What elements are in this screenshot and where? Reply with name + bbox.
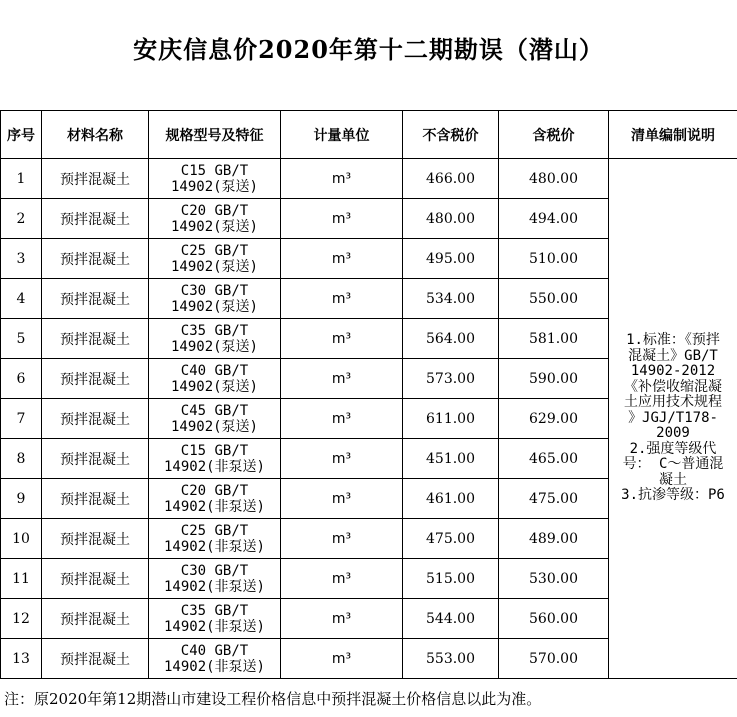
row-price-inc-tax: 550.00 [499, 279, 609, 319]
row-spec-standard: 14902(泵送) [170, 258, 258, 275]
row-spec-grade: C35 GB/T [180, 602, 249, 619]
row-index: 13 [1, 639, 42, 679]
row-material-name: 预拌混凝土 [42, 159, 149, 199]
row-index: 4 [1, 279, 42, 319]
row-material-name: 预拌混凝土 [42, 559, 149, 599]
header-price-inc-tax: 含税价 [499, 111, 609, 159]
row-material-name: 预拌混凝土 [42, 399, 149, 439]
row-unit: m³ [281, 319, 403, 359]
row-spec [149, 439, 281, 479]
row-price-inc-tax: 581.00 [499, 319, 609, 359]
note-line: 土应用技术规程 [624, 394, 722, 411]
row-material-name: 预拌混凝土 [42, 239, 149, 279]
table-header-row [1, 111, 737, 159]
row-unit: m³ [281, 519, 403, 559]
row-spec-standard: 14902(非泵送) [163, 538, 265, 555]
row-unit: m³ [281, 359, 403, 399]
price-table [0, 110, 737, 679]
row-material-name: 预拌混凝土 [42, 199, 149, 239]
row-price-inc-tax: 480.00 [499, 159, 609, 199]
row-spec-grade: C40 GB/T [180, 642, 249, 659]
row-index: 2 [1, 199, 42, 239]
row-spec-grade: C30 GB/T [180, 282, 249, 299]
row-unit: m³ [281, 639, 403, 679]
row-price-inc-tax: 510.00 [499, 239, 609, 279]
row-spec [149, 199, 281, 239]
row-index: 9 [1, 479, 42, 519]
row-unit: m³ [281, 439, 403, 479]
row-spec-grade: C20 GB/T [180, 482, 249, 499]
row-price-inc-tax: 475.00 [499, 479, 609, 519]
notes-cell [609, 159, 737, 679]
row-spec-grade: C20 GB/T [180, 202, 249, 219]
note-line: 2009 [656, 425, 690, 442]
row-price-inc-tax: 494.00 [499, 199, 609, 239]
row-spec-grade: C25 GB/T [180, 522, 249, 539]
footnote: 注：原2020年第12期潜山市建设工程价格信息中预拌混凝土价格信息以此为准。 [4, 690, 542, 708]
row-price-ex-tax: 480.00 [403, 199, 499, 239]
note-line: 2.强度等级代 [629, 440, 717, 457]
row-spec-standard: 14902(泵送) [170, 298, 258, 315]
row-spec [149, 519, 281, 559]
row-spec-grade: C15 GB/T [180, 162, 249, 179]
row-spec-standard: 14902(非泵送) [163, 618, 265, 635]
row-price-ex-tax: 461.00 [403, 479, 499, 519]
note-line: 3.抗渗等级：P6 [621, 487, 725, 504]
row-spec-standard: 14902(泵送) [170, 178, 258, 195]
note-line: 1.标准：《预拌 [626, 332, 720, 349]
row-price-ex-tax: 573.00 [403, 359, 499, 399]
row-spec-standard: 14902(泵送) [170, 218, 258, 235]
row-spec-standard: 14902(泵送) [170, 418, 258, 435]
row-index: 6 [1, 359, 42, 399]
row-material-name: 预拌混凝土 [42, 279, 149, 319]
page-title: 安庆信息价2020年第十二期勘误（潜山） [133, 35, 604, 64]
row-spec [149, 279, 281, 319]
row-index: 8 [1, 439, 42, 479]
note-line: 14902-2012 [630, 363, 716, 380]
row-unit: m³ [281, 559, 403, 599]
row-unit: m³ [281, 239, 403, 279]
row-material-name: 预拌混凝土 [42, 439, 149, 479]
header-material-name: 材料名称 [42, 111, 149, 159]
row-price-ex-tax: 495.00 [403, 239, 499, 279]
row-spec-standard: 14902(非泵送) [163, 458, 265, 475]
row-price-inc-tax: 560.00 [499, 599, 609, 639]
row-price-ex-tax: 544.00 [403, 599, 499, 639]
row-material-name: 预拌混凝土 [42, 479, 149, 519]
row-spec-grade: C35 GB/T [180, 322, 249, 339]
note-line: 》JGJ/T178- [628, 409, 718, 426]
row-spec [149, 319, 281, 359]
note-line: 《补偿收缩混凝 [624, 378, 722, 395]
row-material-name: 预拌混凝土 [42, 639, 149, 679]
row-unit: m³ [281, 199, 403, 239]
row-index: 7 [1, 399, 42, 439]
row-index: 12 [1, 599, 42, 639]
row-material-name: 预拌混凝土 [42, 519, 149, 559]
row-index: 3 [1, 239, 42, 279]
row-spec-standard: 14902(非泵送) [163, 578, 265, 595]
row-spec [149, 599, 281, 639]
row-index: 5 [1, 319, 42, 359]
row-spec [149, 239, 281, 279]
row-unit: m³ [281, 279, 403, 319]
row-material-name: 预拌混凝土 [42, 599, 149, 639]
row-price-inc-tax: 530.00 [499, 559, 609, 599]
row-spec-standard: 14902(泵送) [170, 378, 258, 395]
row-spec [149, 399, 281, 439]
row-spec-grade: C15 GB/T [180, 442, 249, 459]
row-price-ex-tax: 553.00 [403, 639, 499, 679]
row-material-name: 预拌混凝土 [42, 319, 149, 359]
row-spec-standard: 14902(非泵送) [163, 498, 265, 515]
note-line: 混凝土》GB/T [628, 347, 718, 364]
row-index: 10 [1, 519, 42, 559]
row-spec-grade: C45 GB/T [180, 402, 249, 419]
row-unit: m³ [281, 479, 403, 519]
header-spec: 规格型号及特征 [149, 111, 281, 159]
row-unit: m³ [281, 159, 403, 199]
row-spec-standard: 14902(非泵送) [163, 658, 265, 675]
row-price-inc-tax: 489.00 [499, 519, 609, 559]
row-price-inc-tax: 590.00 [499, 359, 609, 399]
header-unit: 计量单位 [281, 111, 403, 159]
note-line: 凝土 [659, 471, 687, 488]
table-body [1, 159, 737, 679]
row-spec [149, 359, 281, 399]
row-price-ex-tax: 466.00 [403, 159, 499, 199]
row-spec-grade: C30 GB/T [180, 562, 249, 579]
row-price-inc-tax: 570.00 [499, 639, 609, 679]
header-price-ex-tax: 不含税价 [403, 111, 499, 159]
row-spec [149, 159, 281, 199]
row-unit: m³ [281, 599, 403, 639]
row-price-ex-tax: 515.00 [403, 559, 499, 599]
row-spec-grade: C40 GB/T [180, 362, 249, 379]
row-price-ex-tax: 475.00 [403, 519, 499, 559]
row-price-ex-tax: 564.00 [403, 319, 499, 359]
row-material-name: 预拌混凝土 [42, 359, 149, 399]
table-row [1, 159, 737, 199]
row-index: 1 [1, 159, 42, 199]
row-price-ex-tax: 534.00 [403, 279, 499, 319]
row-price-inc-tax: 629.00 [499, 399, 609, 439]
note-line: 号： C～普通混 [622, 456, 724, 473]
row-price-inc-tax: 465.00 [499, 439, 609, 479]
row-spec [149, 559, 281, 599]
row-spec-standard: 14902(泵送) [170, 338, 258, 355]
row-price-ex-tax: 611.00 [403, 399, 499, 439]
row-spec [149, 479, 281, 519]
row-spec [149, 639, 281, 679]
row-price-ex-tax: 451.00 [403, 439, 499, 479]
row-index: 11 [1, 559, 42, 599]
header-index: 序号 [1, 111, 42, 159]
row-unit: m³ [281, 399, 403, 439]
row-spec-grade: C25 GB/T [180, 242, 249, 259]
header-notes: 清单编制说明 [609, 111, 737, 159]
